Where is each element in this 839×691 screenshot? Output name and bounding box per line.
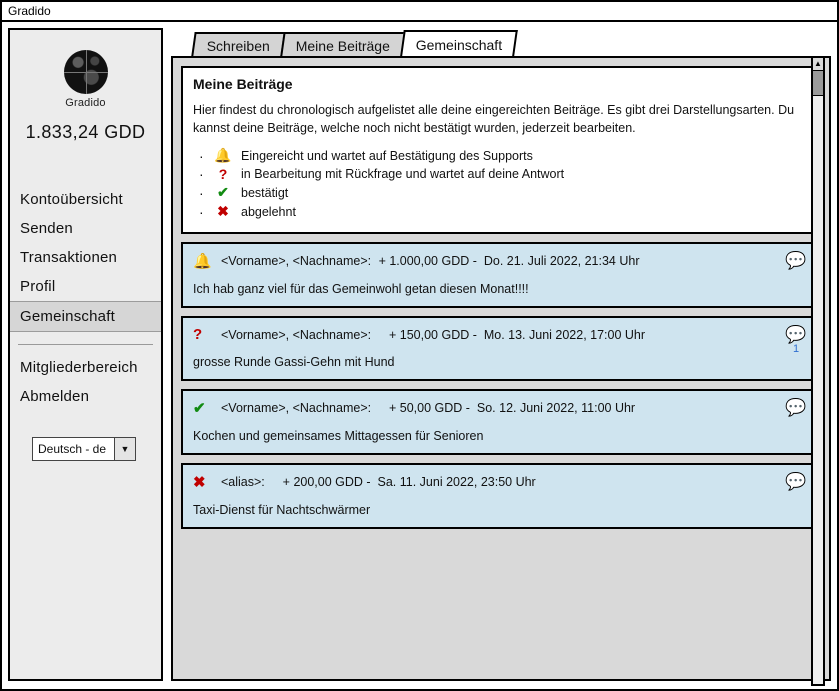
tab-panel [171,56,831,681]
post-body: grosse Runde Gassi-Gehn mit Hund [193,355,395,370]
legend-item [193,203,809,220]
list-item[interactable] [181,389,821,455]
intro-description: Hier findest du chronologisch aufgelistet alle deine eingereichten Beiträge. Es gibt drei Darstellungsarten. Du kannst deine Beiträge, welche noch nicht bestätigt wurden, jederzeit bearbeiten. [193,103,795,136]
legend-item [193,184,809,201]
tab-schreiben-label: Schreiben [206,38,270,54]
vertical-scrollbar[interactable] [811,56,825,686]
sidebar-item-profil[interactable]: Profil [20,278,56,295]
legend-label: bestätigt [241,185,289,200]
language-select[interactable] [32,437,136,461]
intro-card [181,66,821,234]
account-balance: 1.833,24 GDD [25,122,146,142]
sidebar-nav [10,185,161,332]
list-item[interactable] [181,463,821,529]
post-meta: + 150,00 GDD - Mo. 13. Juni 2022, 17:00 Uhr [375,327,646,342]
post-author: <alias>: [221,475,265,490]
post-header [193,326,809,343]
post-author: <Vorname>, <Nachname>: [221,327,372,342]
bell-icon: 🔔 [193,253,212,271]
comment-bubble-glyph: 💬 [785,398,807,418]
list-item[interactable] [181,316,821,381]
check-icon: ✔ [193,400,206,418]
post-body: Ich hab ganz viel für das Gemeinwohl getan diesen Monat!!!! [193,282,529,297]
cross-icon: · ✖ [217,203,229,220]
comment-bubble-icon[interactable] [783,399,809,417]
question-icon: · ? [218,166,228,183]
comment-bubble-glyph: 💬 [785,472,807,492]
window-title: Gradido [8,4,51,18]
legend-label: Eingereicht und wartet auf Bestätigung des Supports [241,148,533,163]
tab-meine-beitraege[interactable] [280,32,406,56]
status-legend [193,147,809,220]
post-author: <Vorname>, <Nachname>: [221,401,372,416]
post-body: Taxi-Dienst für Nachtschwärmer [193,503,371,518]
window-content [2,22,837,687]
brand-logo [10,30,161,109]
tab-gemeinschaft-label: Gemeinschaft [415,37,503,53]
brand-name: Gradido [65,97,106,109]
sidebar [8,28,163,681]
post-list [181,242,821,529]
comment-bubble-glyph: 💬 [785,251,807,271]
comment-bubble-icon[interactable] [783,252,809,270]
language-selector-wrap [32,437,161,461]
post-meta: + 200,00 GDD - Sa. 11. Juni 2022, 23:50 Uhr [268,475,536,490]
sidebar-item-gemeinschaft[interactable]: Gemeinschaft [10,301,161,332]
sidebar-item-kontouebersicht[interactable]: Kontoübersicht [20,191,123,208]
scrollbar-thumb[interactable] [813,70,823,96]
scroll-up-icon[interactable]: ▲ [814,59,822,68]
post-header [193,473,809,491]
sidebar-item-senden[interactable]: Senden [20,220,73,237]
question-icon: ? [193,326,203,344]
sidebar-nav-secondary [10,353,161,411]
post-header [193,399,809,417]
comment-bubble-glyph: 💬 [785,325,807,345]
post-header [193,252,809,270]
tab-bar [171,28,831,56]
post-meta: + 1.000,00 GDD - Do. 21. Juli 2022, 21:34 Uhr [375,254,640,269]
sidebar-item-abmelden[interactable]: Abmelden [20,388,90,405]
legend-label: in Bearbeitung mit Rückfrage und wartet auf deine Antwort [241,167,565,182]
legend-item [193,147,809,164]
list-item[interactable] [181,242,821,308]
comment-count: 1 [792,343,800,356]
tab-schreiben[interactable] [191,32,285,56]
legend-label: abgelehnt [241,204,296,219]
page-title: Meine Beiträge [193,76,293,92]
globe-icon [64,50,108,94]
comment-bubble-icon[interactable] [783,326,809,355]
sidebar-item-mitgliederbereich[interactable]: Mitgliederbereich [20,359,138,376]
post-meta: + 50,00 GDD - So. 12. Juni 2022, 11:00 Uhr [375,401,636,416]
tab-gemeinschaft[interactable] [400,30,518,56]
post-author: <Vorname>, <Nachname>: [221,254,372,269]
comment-bubble-icon[interactable] [783,473,809,491]
legend-item [193,166,809,182]
tab-meine-beitraege-label: Meine Beiträge [295,38,390,54]
window-titlebar [2,2,837,22]
sidebar-divider [18,344,153,345]
post-body: Kochen und gemeinsames Mittagessen für Senioren [193,429,484,444]
chevron-down-icon[interactable]: ▼ [114,438,135,460]
main-area [171,28,831,681]
language-select-value: Deutsch - de [38,442,107,456]
bell-icon: · 🔔 [214,147,232,164]
sidebar-item-transaktionen[interactable]: Transaktionen [20,249,118,266]
cross-icon: ✖ [193,474,206,492]
check-icon: · ✔ [217,184,229,201]
